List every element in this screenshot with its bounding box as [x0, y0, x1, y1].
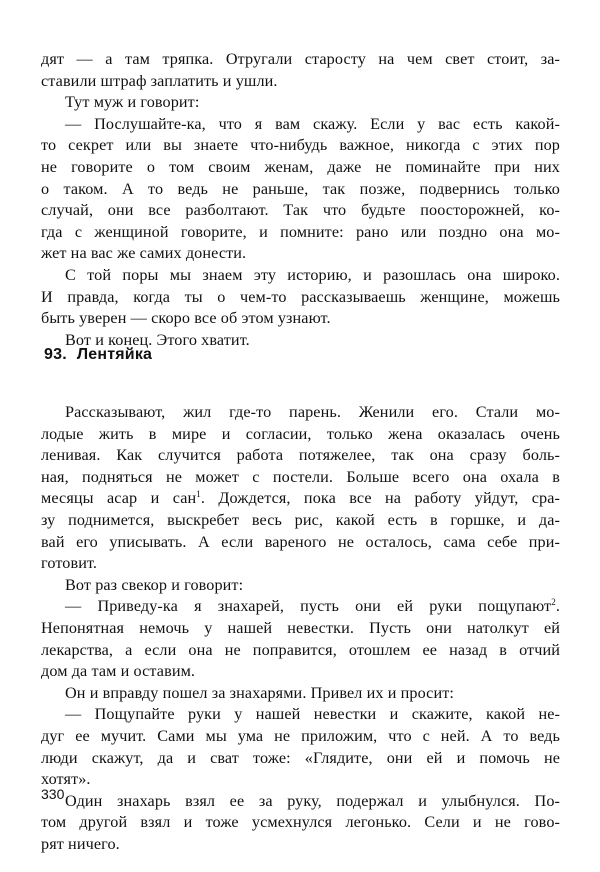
line-text: хотят». [41, 770, 91, 789]
line-text: Он и вправду пошел за знахарями. Привел их и просит: [65, 683, 455, 702]
chapter-heading [44, 346, 152, 364]
line-text: Рассказывают, жил где-то парень. Женили его. Стали мо- [65, 403, 560, 421]
line-text: Непонятная немочь у нашей невестки. Пусть они натолкут ей [41, 618, 560, 637]
text-line [41, 683, 560, 705]
line-text: люди скажут, да и сват тоже: «Глядите, они ей и помочь не [41, 748, 560, 767]
text-line [41, 308, 560, 330]
text-line [41, 575, 560, 597]
text-line [41, 157, 560, 179]
text-line [41, 726, 560, 748]
line-text: гда с женщиной говорите, и помните: рано или поздно она мо- [41, 222, 560, 241]
text-line [41, 661, 560, 683]
line-text: И правда, когда ты о чем-то рассказываешь женщине, можешь [41, 287, 560, 306]
line-text-after: . Дождется, пока все на работу уйдут, сра- [200, 489, 560, 508]
text-line [41, 640, 560, 662]
text-line [41, 179, 560, 201]
text-line [41, 596, 560, 618]
chapter-body-text [41, 402, 560, 855]
line-text: случай, они все разболтают. Так что будьте поосторожней, ко- [41, 201, 560, 220]
text-line [41, 135, 560, 157]
text-line [41, 748, 560, 770]
text-line [41, 467, 560, 489]
footnote-marker: 2 [551, 597, 556, 608]
line-text: ная, подняться не может с постели. Больше всего она охала в [41, 467, 560, 486]
line-text: дом да там и оставим. [41, 662, 196, 681]
story-ending-text [41, 49, 560, 351]
line-text: Вот и конец. Этого хватит. [65, 330, 250, 349]
line-text: Тут муж и говорит: [65, 93, 200, 112]
line-text: — Пощупайте руки у нашей невестки и скажите, какой не- [65, 705, 560, 724]
text-line [41, 200, 560, 222]
text-line [41, 553, 560, 575]
line-text: рят ничего. [41, 834, 120, 853]
line-text: месяцы асар и сан [41, 489, 197, 508]
text-line [41, 618, 560, 640]
text-line [41, 402, 560, 424]
line-text: вай его уписывать. А если вареного не осталось, сама себе при- [41, 532, 560, 551]
line-text: жет на вас же самих донести. [41, 244, 247, 263]
text-line [41, 488, 560, 510]
text-line [41, 510, 560, 532]
line-text: не говорите о том своим женам, даже не поминайте при них [41, 157, 560, 176]
line-text: Один знахарь взял ее за руку, подержал и улыбнулся. По- [65, 791, 560, 810]
text-line [41, 812, 560, 834]
text-line [41, 769, 560, 791]
text-line [41, 704, 560, 726]
line-text: то секрет или вы знаете что-нибудь важное, никогда с этих пор [41, 136, 560, 155]
line-text: Вот раз свекор и говорит: [65, 575, 244, 594]
text-line [41, 49, 560, 71]
text-line [41, 834, 560, 856]
text-line [41, 265, 560, 287]
line-text: о таком. А то ведь не раньше, так позже, подвернись только [41, 179, 560, 198]
line-text: быть уверен — скоро все об этом узнают. [41, 309, 331, 328]
line-text: — Приведу-ка я знахарей, пусть они ей руки пощупают [65, 597, 552, 616]
text-line [41, 287, 560, 309]
line-text: дуг ее мучит. Сами мы ума не приложим, что с ней. А то ведь [41, 726, 560, 745]
text-line [41, 445, 560, 467]
text-line [41, 243, 560, 265]
text-line [41, 71, 560, 93]
line-text: готовит. [41, 554, 98, 573]
line-text: лекарства, а если она не поправится, отошлем ее назад в отчий [41, 640, 560, 659]
line-text: лодые жить в мире и согласии, только жена оказалась очень [41, 424, 560, 443]
line-text: ленивая. Как случится работа потяжелее, так она сразу боль- [41, 446, 560, 465]
line-text: дят — а там тряпка. Отругали старосту на чем свет стоит, за- [41, 50, 560, 68]
line-text: ставили штраф заплатить и ушли. [41, 71, 278, 90]
line-text-after: . [555, 597, 560, 616]
text-line [41, 222, 560, 244]
chapter-number: 93. [44, 346, 67, 363]
chapter-title: Лентяйка [76, 346, 153, 363]
text-line [41, 791, 560, 813]
text-line [41, 114, 560, 136]
line-text: С той поры мы знаем эту историю, и разошлась она широко. [65, 265, 560, 284]
text-line [41, 424, 560, 446]
text-line [41, 532, 560, 554]
page-number: 330 [41, 786, 65, 802]
line-text: зу поднимется, выскребет весь рис, какой есть в горшке, и да- [41, 510, 560, 529]
text-line [41, 92, 560, 114]
line-text: том другой взял и тоже усмехнулся легонько. Сели и не гово- [41, 813, 560, 832]
line-text: — Послушайте-ка, что я вам скажу. Если у вас есть какой- [65, 114, 560, 133]
footnote-marker: 1 [196, 489, 201, 500]
